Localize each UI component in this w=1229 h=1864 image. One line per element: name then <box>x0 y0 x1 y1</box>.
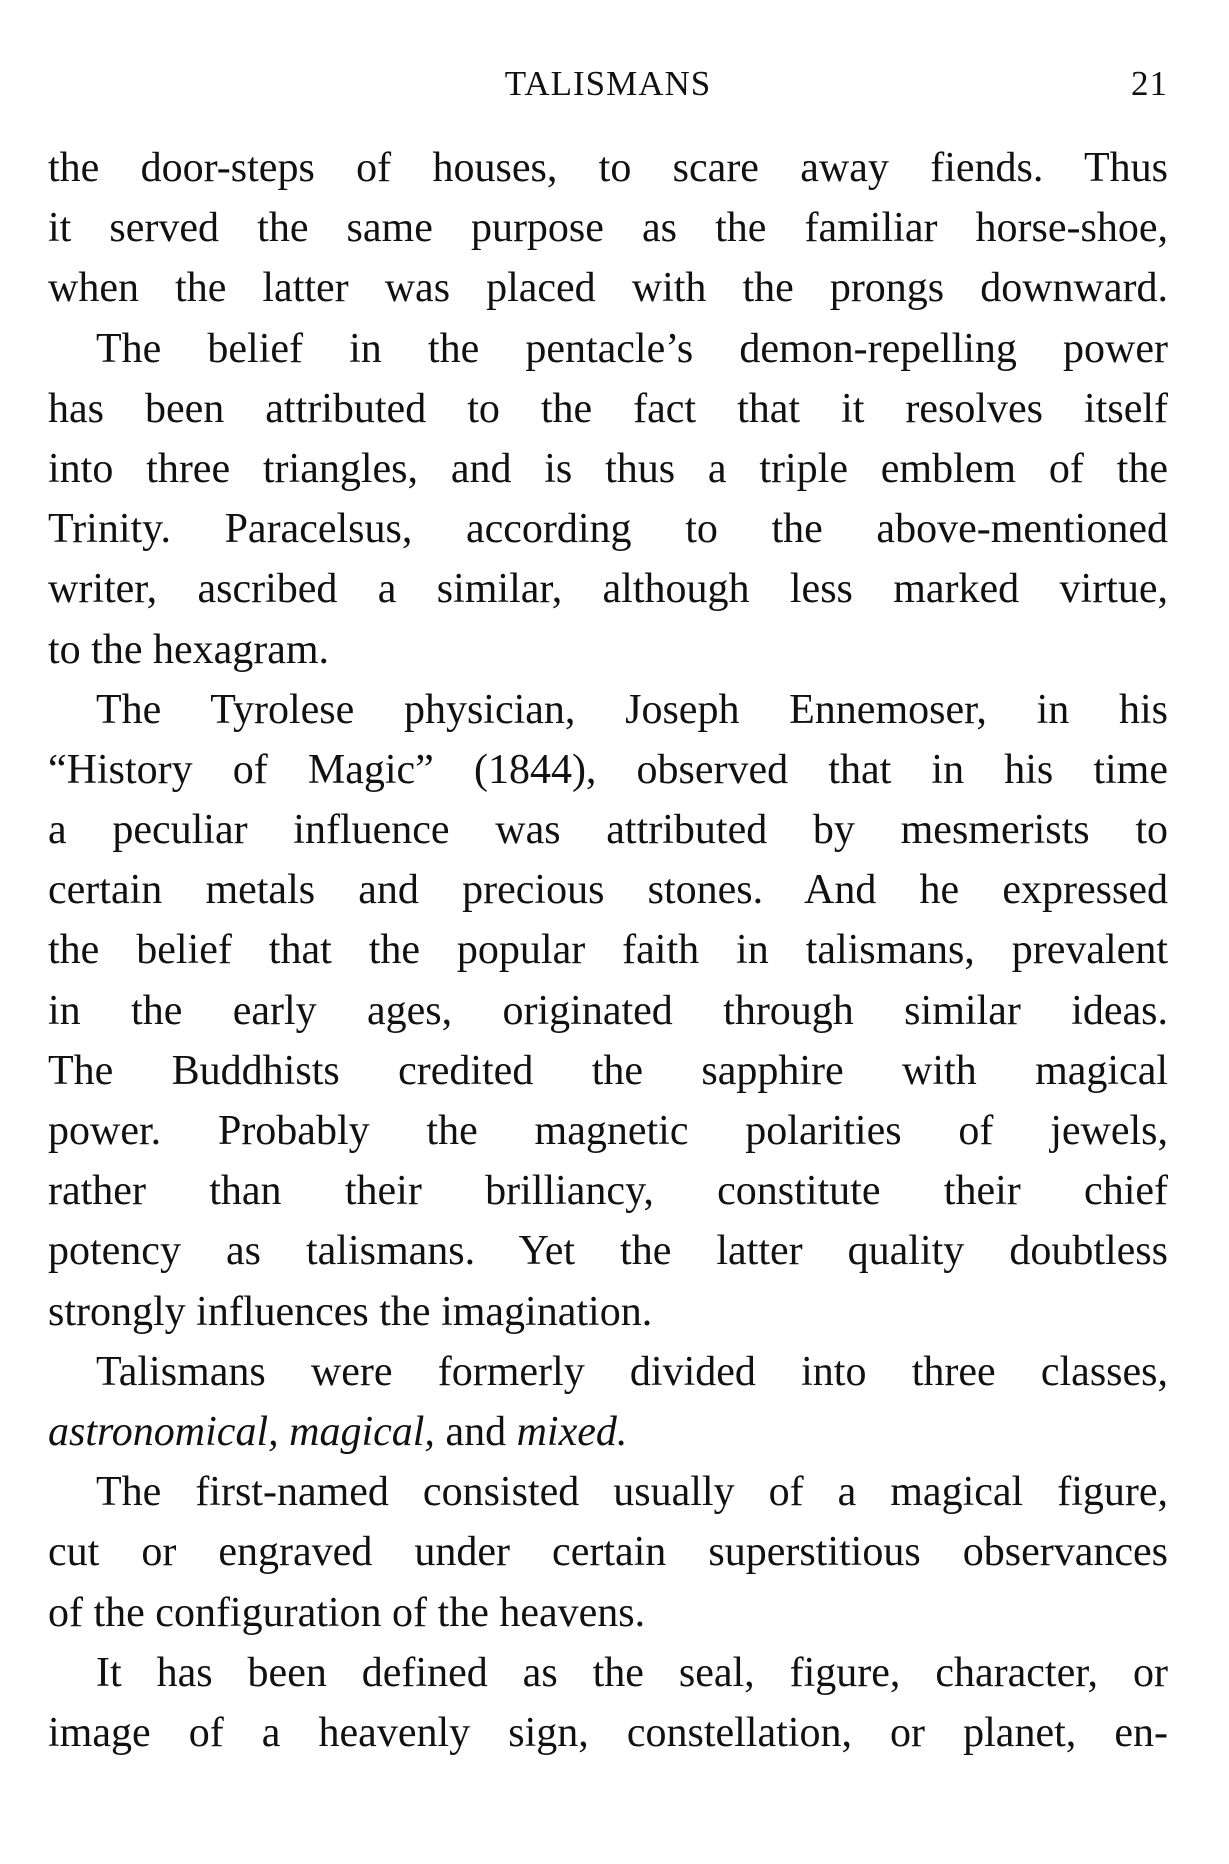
text-line: The first-named consisted usually of a magical figure, <box>96 1469 1168 1516</box>
text-line: Trinity. Paracelsus, according to the above-mentioned <box>48 506 1168 553</box>
text-line: in the early ages, originated through similar ideas. <box>48 987 1168 1034</box>
text-line: the belief that the popular faith in talismans, prevalent <box>48 927 1168 974</box>
text-line: of the configuration of the heavens. <box>48 1589 646 1636</box>
text-line: the door-steps of houses, to scare away fiends. Thus <box>48 145 1168 191</box>
text-line: it served the same purpose as the familiar horse-shoe, <box>48 205 1168 252</box>
text-line-classes <box>48 1402 1168 1462</box>
text-line: into three triangles, and is thus a triple emblem of the <box>48 445 1168 492</box>
text-line: The belief in the pentacle’s demon-repelling power <box>96 325 1168 372</box>
text-line: cut or engraved under certain superstitious observances <box>48 1529 1168 1576</box>
text-line: Talismans were formerly divided into three classes, <box>96 1348 1168 1395</box>
italic-term-astronomical: astronomical, <box>48 1408 279 1455</box>
running-header <box>48 64 1168 112</box>
text-line: to the hexagram. <box>48 626 330 673</box>
body-text <box>48 138 1168 1763</box>
text-line: “History of Magic” (1844), observed that in his time <box>48 746 1168 793</box>
text-line: power. Probably the magnetic polarities of jewels, <box>48 1108 1168 1154</box>
page-number: 21 <box>1131 64 1168 103</box>
text-line: It has been defined as the seal, figure, character, or <box>96 1649 1168 1696</box>
text-line: strongly influences the imagination. <box>48 1288 653 1335</box>
text-line: The Buddhists credited the sapphire with magical <box>48 1047 1168 1094</box>
text-line: The Tyrolese physician, Joseph Ennemoser, in his <box>96 686 1168 733</box>
conjunction: and <box>445 1408 507 1455</box>
text-line: has been attributed to the fact that it resolves itself <box>48 385 1168 432</box>
italic-term-magical: magical, <box>289 1408 435 1455</box>
text-line: potency as talismans. Yet the latter quality doubtless <box>48 1228 1168 1275</box>
text-line: image of a heavenly sign, constellation, or planet, en- <box>48 1709 1168 1756</box>
italic-term-mixed: mixed. <box>516 1408 628 1455</box>
text-line: certain metals and precious stones. And he expressed <box>48 867 1168 914</box>
text-line: when the latter was placed with the prongs downward. <box>48 265 1168 312</box>
text-line: rather than their brilliancy, constitute their chief <box>48 1168 1168 1215</box>
running-title: TALISMANS <box>504 64 712 103</box>
text-line: writer, ascribed a similar, although less marked virtue, <box>48 566 1168 613</box>
text-line: a peculiar influence was attributed by mesmerists to <box>48 807 1168 854</box>
